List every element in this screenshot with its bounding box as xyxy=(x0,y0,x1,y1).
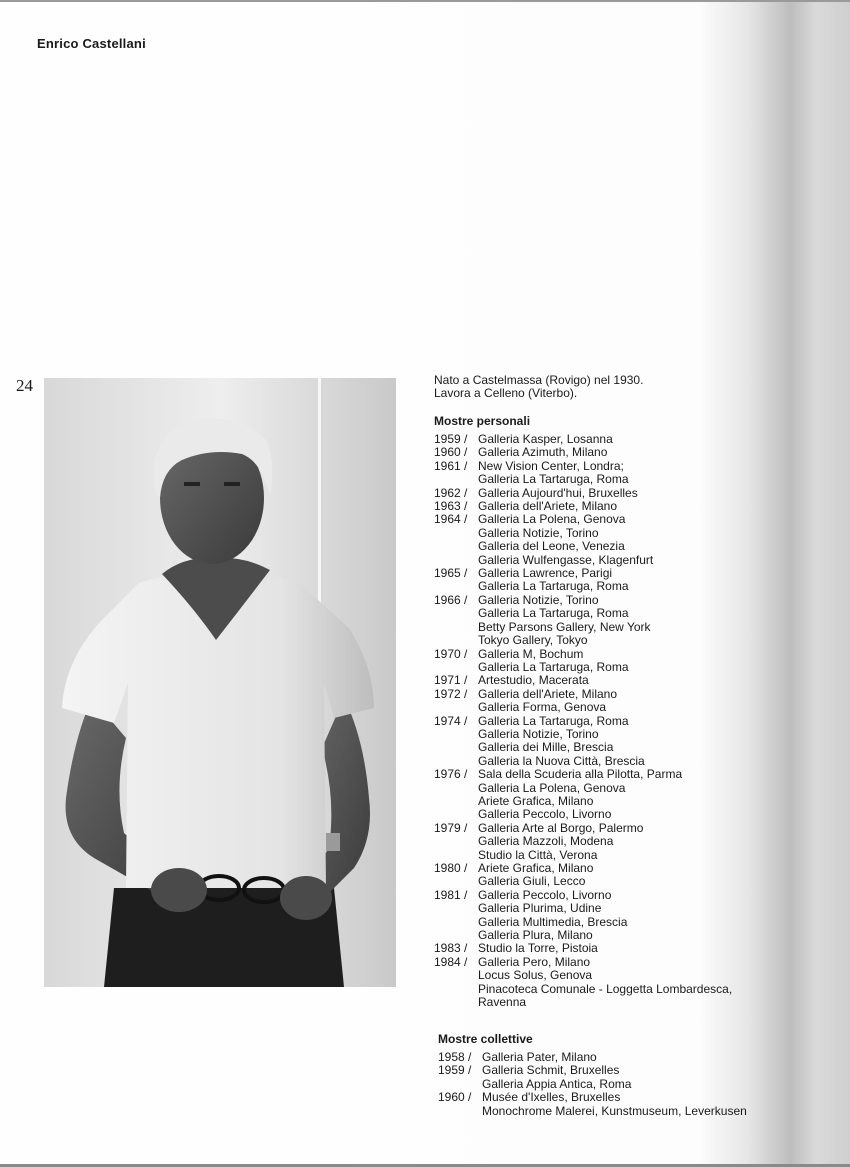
exhibition-venue: Galleria Peccolo, Livorno xyxy=(478,887,612,902)
exhibition-row xyxy=(438,1064,798,1077)
exhibition-row xyxy=(434,540,794,553)
exhibition-row xyxy=(434,902,794,915)
artist-bio xyxy=(434,374,774,401)
exhibition-row xyxy=(434,782,794,795)
exhibition-year xyxy=(434,808,478,821)
exhibition-row xyxy=(434,889,794,902)
exhibition-venue: Ariete Grafica, Milano xyxy=(478,793,594,808)
exhibition-row xyxy=(438,1078,798,1091)
exhibition-row xyxy=(434,849,794,862)
exhibition-year xyxy=(434,701,478,714)
exhibition-year xyxy=(434,661,478,674)
exhibition-venue: Galleria Wulfengasse, Klagenfurt xyxy=(478,552,654,567)
group-exhibitions-list xyxy=(438,1051,798,1118)
exhibition-year xyxy=(434,835,478,848)
exhibition-venue: Galleria Multimedia, Brescia xyxy=(478,914,628,929)
exhibition-year xyxy=(434,902,478,915)
exhibition-row xyxy=(434,835,794,848)
exhibition-venue: Galleria la Nuova Città, Brescia xyxy=(478,753,645,768)
exhibition-year xyxy=(434,929,478,942)
exhibition-venue: Ariete Grafica, Milano xyxy=(478,861,594,875)
exhibition-row xyxy=(434,473,794,486)
exhibition-year: 1984 / xyxy=(434,954,468,969)
exhibition-venue: Galleria La Tartaruga, Roma xyxy=(478,579,629,594)
exhibition-row xyxy=(434,996,794,1009)
exhibition-row xyxy=(434,500,794,513)
exhibition-row xyxy=(434,607,794,620)
exhibition-venue: Galleria Notizie, Torino xyxy=(478,592,599,607)
exhibition-year: 1974 / xyxy=(434,713,468,728)
exhibition-venue: Galleria Kasper, Losanna xyxy=(478,432,613,446)
exhibition-venue: Galleria dell'Ariete, Milano xyxy=(478,499,618,514)
exhibition-year xyxy=(434,634,478,647)
exhibition-year: 1960 / xyxy=(434,445,468,460)
exhibition-year xyxy=(434,875,478,888)
exhibition-venue: Galleria Mazzoli, Modena xyxy=(478,834,614,849)
page-number: 24 xyxy=(16,376,33,395)
exhibition-row xyxy=(434,942,794,955)
exhibition-row xyxy=(434,554,794,567)
artist-portrait-photo xyxy=(44,378,396,987)
exhibition-year xyxy=(434,554,478,567)
exhibition-row xyxy=(438,1091,798,1104)
exhibition-row xyxy=(434,741,794,754)
exhibition-venue: Musée d'Ixelles, Bruxelles xyxy=(482,1090,621,1105)
exhibition-venue: Galleria Schmit, Bruxelles xyxy=(482,1063,620,1078)
exhibition-year: 1980 / xyxy=(434,861,468,875)
exhibition-row xyxy=(434,822,794,835)
exhibition-row xyxy=(434,755,794,768)
exhibition-row xyxy=(434,929,794,942)
exhibition-venue: Galleria M, Bochum xyxy=(478,646,584,661)
exhibition-row xyxy=(434,580,794,593)
exhibition-venue: Galleria Azimuth, Milano xyxy=(478,445,608,460)
exhibition-row xyxy=(434,795,794,808)
exhibition-venue: Galleria dell'Ariete, Milano xyxy=(478,686,618,701)
exhibition-venue: Galleria Pater, Milano xyxy=(482,1050,597,1064)
exhibition-row xyxy=(434,688,794,701)
exhibition-year xyxy=(434,916,478,929)
exhibition-venue: Galleria La Polena, Genova xyxy=(478,780,626,795)
exhibition-row xyxy=(434,634,794,647)
exhibition-venue: Galleria Forma, Genova xyxy=(478,700,607,715)
exhibition-year xyxy=(434,996,478,1009)
exhibition-year: 1959 / xyxy=(434,432,468,446)
exhibition-year xyxy=(438,1105,482,1118)
exhibition-venue: Galleria Peccolo, Livorno xyxy=(478,807,612,822)
exhibition-year: 1976 / xyxy=(434,767,468,782)
exhibition-row xyxy=(434,661,794,674)
exhibition-year: 1961 / xyxy=(434,458,468,473)
exhibition-venue: Galleria Arte al Borgo, Palermo xyxy=(478,820,644,835)
exhibition-year xyxy=(434,755,478,768)
exhibition-year: 1959 / xyxy=(438,1063,472,1078)
exhibition-year: 1965 / xyxy=(434,566,468,581)
exhibition-row xyxy=(434,446,794,459)
exhibition-venue: Galleria La Polena, Genova xyxy=(478,512,626,527)
exhibition-row xyxy=(434,983,794,996)
exhibition-venue: Galleria La Tartaruga, Roma xyxy=(478,713,629,728)
exhibition-venue: Galleria Plurima, Udine xyxy=(478,901,602,916)
exhibition-year xyxy=(434,983,478,996)
exhibition-row xyxy=(434,715,794,728)
exhibition-year xyxy=(434,473,478,486)
exhibition-year: 1970 / xyxy=(434,646,468,661)
exhibition-row xyxy=(434,527,794,540)
exhibition-row xyxy=(434,567,794,580)
exhibition-row xyxy=(434,674,794,687)
exhibition-venue: Galleria La Tartaruga, Roma xyxy=(478,659,629,674)
exhibition-year: 1960 / xyxy=(438,1090,472,1105)
exhibition-row xyxy=(434,648,794,661)
exhibition-venue: Monochrome Malerei, Kunstmuseum, Leverkusen xyxy=(482,1103,747,1118)
solo-exhibitions-heading: Mostre personali xyxy=(434,414,531,428)
exhibition-venue: Galleria Appia Antica, Roma xyxy=(482,1076,632,1091)
exhibition-year xyxy=(434,621,478,634)
exhibition-venue: Betty Parsons Gallery, New York xyxy=(478,619,651,634)
solo-exhibitions-list xyxy=(434,433,794,1009)
exhibition-year: 1963 / xyxy=(434,499,468,514)
exhibition-venue: Galleria Lawrence, Parigi xyxy=(478,566,613,581)
exhibition-row xyxy=(434,768,794,781)
exhibition-year: 1981 / xyxy=(434,887,468,902)
exhibition-venue: Galleria Notizie, Torino xyxy=(478,525,599,540)
exhibition-venue: Tokyo Gallery, Tokyo xyxy=(478,633,588,648)
exhibition-year xyxy=(434,782,478,795)
exhibition-row xyxy=(434,621,794,634)
exhibition-year xyxy=(438,1078,482,1091)
exhibition-year xyxy=(434,540,478,553)
exhibition-year: 1972 / xyxy=(434,686,468,701)
portrait-illustration xyxy=(44,378,396,987)
exhibition-venue: Galleria dei Mille, Brescia xyxy=(478,740,614,755)
exhibition-venue: Pinacoteca Comunale - Loggetta Lombardesca, xyxy=(478,981,733,996)
exhibition-row xyxy=(434,969,794,982)
exhibition-row xyxy=(434,916,794,929)
exhibition-year: 1958 / xyxy=(438,1050,472,1064)
exhibition-year xyxy=(434,527,478,540)
group-exhibitions-heading: Mostre collettive xyxy=(438,1032,533,1046)
exhibition-year: 1983 / xyxy=(434,941,468,956)
exhibition-row xyxy=(438,1051,798,1064)
exhibition-venue: Galleria La Tartaruga, Roma xyxy=(478,472,629,487)
exhibition-venue: Studio la Città, Verona xyxy=(478,847,598,862)
exhibition-year: 1971 / xyxy=(434,673,468,688)
exhibition-row xyxy=(434,728,794,741)
page-top-edge xyxy=(0,0,850,2)
exhibition-venue: Galleria del Leone, Venezia xyxy=(478,539,625,554)
exhibition-row xyxy=(434,460,794,473)
exhibition-row xyxy=(434,875,794,888)
exhibition-year xyxy=(434,607,478,620)
exhibition-venue: Sala della Scuderia alla Pilotta, Parma xyxy=(478,767,683,782)
exhibition-venue: Galleria Plura, Milano xyxy=(478,928,593,943)
exhibition-year: 1979 / xyxy=(434,820,468,835)
exhibition-row xyxy=(438,1105,798,1118)
exhibition-year: 1964 / xyxy=(434,512,468,527)
exhibition-venue: Galleria Notizie, Torino xyxy=(478,726,599,741)
exhibition-year xyxy=(434,728,478,741)
exhibition-venue: Ravenna xyxy=(478,995,527,1010)
exhibition-year xyxy=(434,580,478,593)
exhibition-row xyxy=(434,513,794,526)
exhibition-row xyxy=(434,956,794,969)
exhibition-year: 1962 / xyxy=(434,485,468,500)
exhibition-year xyxy=(434,795,478,808)
exhibition-year: 1966 / xyxy=(434,592,468,607)
exhibition-row xyxy=(434,862,794,875)
exhibition-venue: Galleria Aujourd'hui, Bruxelles xyxy=(478,485,638,500)
exhibition-row xyxy=(434,594,794,607)
exhibition-row xyxy=(434,433,794,446)
bio-residence: Lavora a Celleno (Viterbo). xyxy=(434,386,578,401)
bio-birth: Nato a Castelmassa (Rovigo) nel 1930. xyxy=(434,373,644,387)
exhibition-year xyxy=(434,849,478,862)
exhibition-row xyxy=(434,487,794,500)
exhibition-venue: New Vision Center, Londra; xyxy=(478,458,624,473)
exhibition-venue: Artestudio, Macerata xyxy=(478,673,589,688)
exhibition-venue: Galleria Giuli, Lecco xyxy=(478,874,586,889)
exhibition-year xyxy=(434,969,478,982)
artist-name: Enrico Castellani xyxy=(37,36,146,51)
exhibition-row xyxy=(434,808,794,821)
exhibition-row xyxy=(434,701,794,714)
exhibition-venue: Locus Solus, Genova xyxy=(478,968,593,983)
exhibition-venue: Galleria Pero, Milano xyxy=(478,954,591,969)
exhibition-venue: Studio la Torre, Pistoia xyxy=(478,941,598,956)
exhibition-venue: Galleria La Tartaruga, Roma xyxy=(478,606,629,621)
exhibition-year xyxy=(434,741,478,754)
